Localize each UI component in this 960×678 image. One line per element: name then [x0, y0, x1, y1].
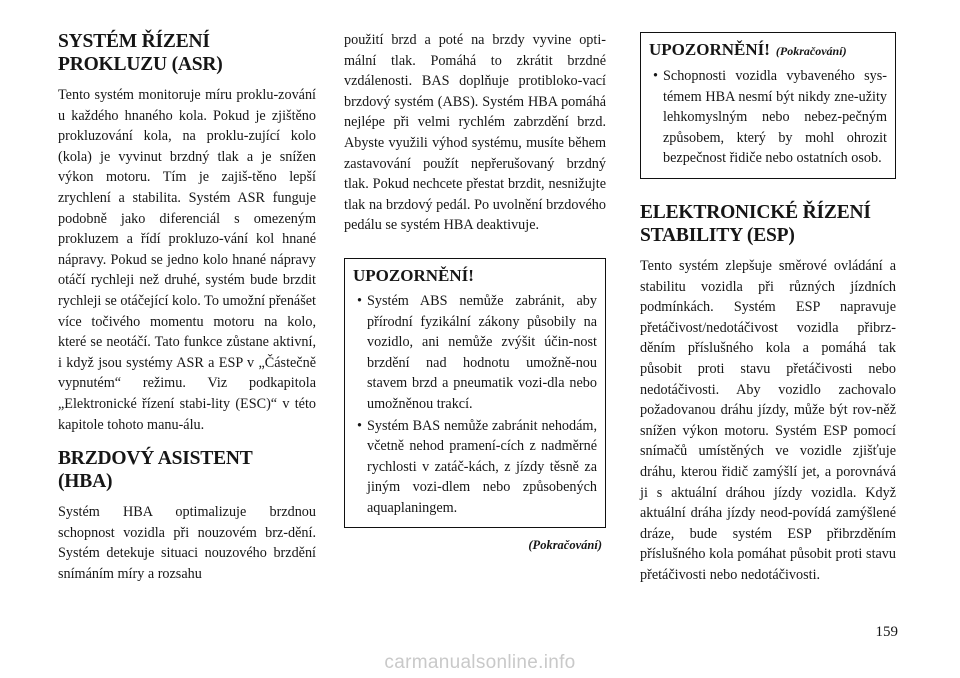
warning-title: [649, 39, 887, 62]
warning-bullet: • Systém BAS nemůže zabránit nehodám, včetně nehod pramení-cích z nadměrné rychlosti v zatáč-kách, z jízdy těsně za jiným vozi-dlem nebo způsobených aquaplaningem.: [353, 416, 597, 519]
warning-bullet: • Schopnosti vozidla vybaveného sys-témem HBA nesmí být nikdy zne-užity lehkomyslným nebo nebez-pečným způsobem, který by mohl ohrozit bezpečnost řidiče nebo ostatních osob.: [649, 66, 887, 169]
continued-note: (Pokračování): [528, 538, 602, 553]
column-middle: [344, 30, 606, 553]
column-left: [58, 30, 316, 584]
page-number: 159: [875, 624, 898, 640]
hba-heading-line2: (HBA): [58, 471, 113, 493]
warning-title: UPOZORNĚNÍ!: [353, 265, 474, 285]
hba-paragraph: Systém HBA optimalizuje brzdnou schopnost vozidla při nouzovém brz-dění. Systém detekuje situaci nouzového brzdění snímáním míry a rozsahu: [58, 504, 316, 582]
hba-heading-line1: BRZDOVÝ ASISTENT: [58, 448, 253, 470]
warning-list: [649, 66, 887, 169]
warning-box-continued: [640, 32, 896, 179]
watermark: carmanualsonline.info: [384, 652, 576, 673]
hba-paragraph-continued: použití brzd a poté na brzdy vyvine opti-mální tlak. Pomáhá to zkrátit brzdné vzdálenosti. BAS doplňuje protibloko-vací brzdový systém (ABS). Systém HBA pomáhá nejlépe při velmi rychlém zabrzdění brzd. Abyste využili výhod systému, musíte během zastavování použít nepřerušovaný brzdný tlak. Pokud nechcete přestat brzdit, nesnižujte tlak na brzdový pedál. Po uvolnění brzdového pedálu se systém HBA deaktivuje.: [344, 32, 606, 234]
esp-heading-line2: STABILITY (ESP): [640, 224, 795, 246]
asr-heading: [58, 30, 316, 76]
column-right: [640, 30, 896, 585]
warning-box: [344, 258, 606, 529]
asr-heading-line1: SYSTÉM ŘÍZENÍ: [58, 31, 210, 52]
warning-continued-label: (Pokračování): [775, 44, 847, 58]
warning-title-text: UPOZORNĚNÍ!: [649, 40, 770, 59]
asr-paragraph: Tento systém monitoruje míru proklu-zování u každého hnaného kola. Pokud je zjištěno prokluzování kola, na proklu-zující kolo (kola) je vyvinut brzdný tlak a je snížen výkon motoru. Tím je zajiš-těno lepší zrychlení a stabilita. Systém ASR funguje podobně jako diferenciál s omezeným prokluzem a řídí prokluzo-vání kol hnané nápravy. Pokud se jedno kolo hnané nápravy otáčí rychleji než druhé, systém bude brzdit rychleji se otáčející kolo. To umožní přenášet více točivého momentu motoru na kolo, které se neotáčí. Tato funkce zůstane aktivní, i když jsou systémy ASR a ESP v „Částečně vypnutém“ režimu. Viz podkapitola „Elektronické řízení stabi-lity (ESC)“ v této kapitole tohoto manu-álu.: [58, 87, 316, 433]
esp-heading-line1: ELEKTRONICKÉ ŘÍZENÍ: [640, 201, 871, 223]
esp-heading: [640, 201, 896, 247]
hba-heading: [58, 447, 316, 493]
esp-paragraph: Tento systém zlepšuje směrové ovládání a stabilitu vozidla při různých jízdních podmínkách. Systém ESP napravuje přetáčivost/nedotáčivost vozidla přibrz-děním příslušného kola a pomáhá tak působit proti stavu přetáčivosti nebo nedotáčivosti. Aby vozidlo zachovalo požadovanou dráhu jízdy, může být rov-něž snížen výkon motoru. Systém ESP pomocí snímačů umístěných ve vozidle zjišťuje dráhu, kterou řidič zamýšlí jet, a porovnává ji s aktuální dráhou jízdy vozidla. Když aktuální dráha jízdy neod-povídá zamýšlené dráze, bude systém ESP přibrzděním příslušného kola pomáhat působit proti stavu přetáčivosti nebo nedotáčivosti.: [640, 257, 896, 583]
asr-heading-line2: PROKLUZU (ASR): [58, 54, 223, 75]
warning-bullet: • Systém ABS nemůže zabránit, aby přírodní fyzikální zákony působily na vozidlo, ani nemůže zvýšit účin-nost brzdění nad hodnotu umožně-nou stavem brzd a pneumatik vozi-dla nebo umožněnou trakcí.: [353, 291, 597, 415]
warning-list: [353, 291, 597, 519]
